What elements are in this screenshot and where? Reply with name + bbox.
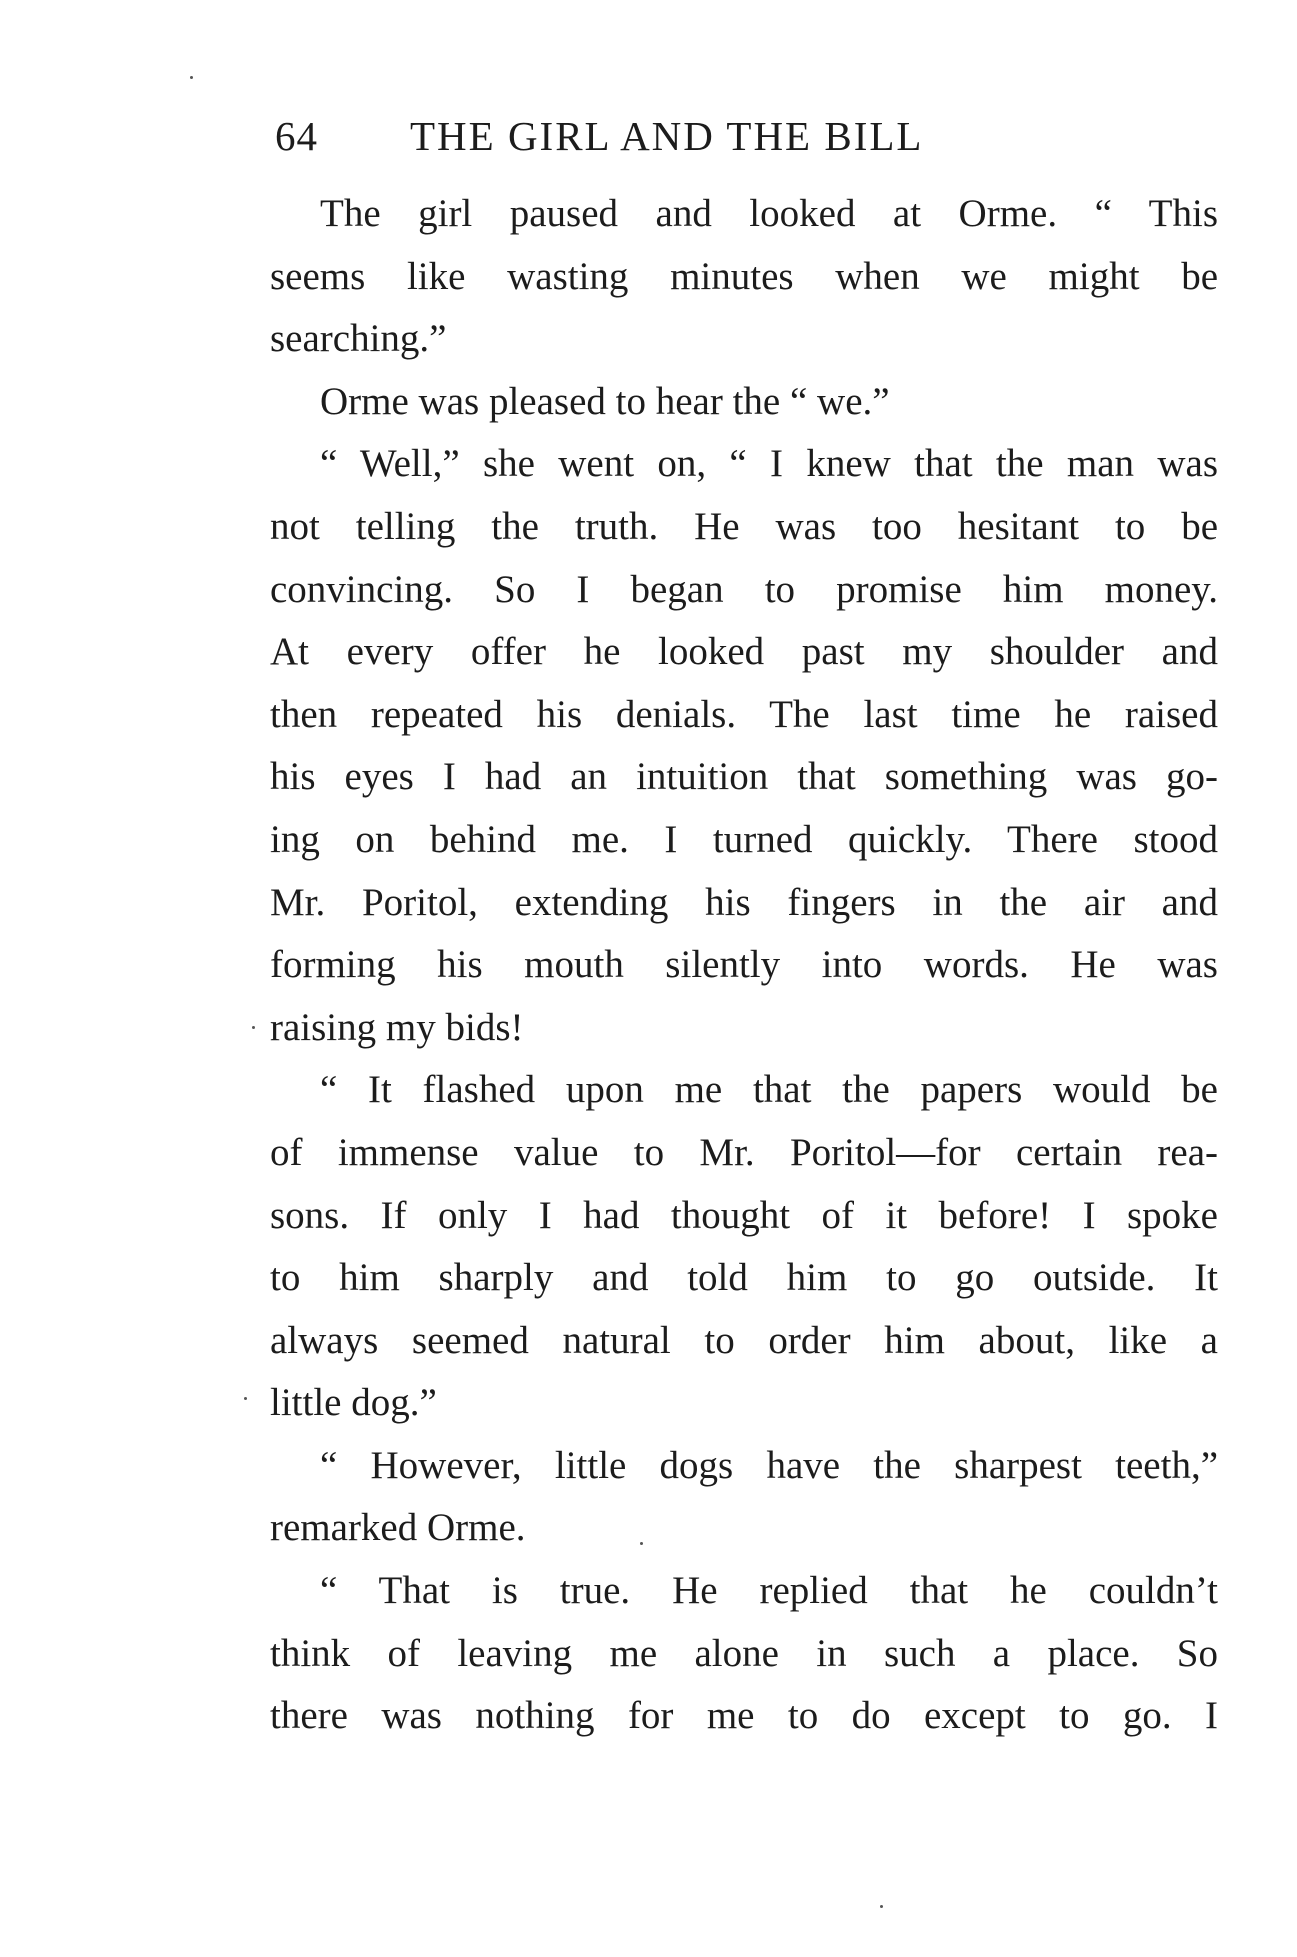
text-line: always seemed natural to order him about, like a <box>270 1318 1218 1362</box>
text-line: “ However, little dogs have the sharpest teeth,” <box>320 1443 1218 1487</box>
text-line: At every offer he looked past my shoulder and <box>270 630 1218 674</box>
text-line: Orme was pleased to hear the “ we.” <box>320 379 890 423</box>
running-title: THE GIRL AND THE BILL <box>410 113 924 159</box>
text-line: “ It flashed upon me that the papers would be <box>320 1068 1218 1112</box>
text-line: sons. If only I had thought of it before! I spoke <box>270 1193 1218 1237</box>
page-number: 64 <box>275 113 318 159</box>
text-line: his eyes I had an intuition that something was go- <box>270 755 1218 799</box>
text-line: forming his mouth silently into words. He was <box>270 943 1218 987</box>
text-line: ing on behind me. I turned quickly. There stood <box>270 817 1218 861</box>
text-line: raising my bids! <box>270 1005 524 1049</box>
text-line: to him sharply and told him to go outside. It <box>270 1256 1218 1300</box>
text-line: then repeated his denials. The last time he raised <box>270 692 1218 736</box>
text-line: think of leaving me alone in such a place. So <box>270 1631 1218 1675</box>
text-line: not telling the truth. He was too hesitant to be <box>270 504 1218 548</box>
text-line: searching.” <box>270 317 447 361</box>
text-line: convincing. So I began to promise him money. <box>270 567 1218 611</box>
paper-speck <box>880 1905 883 1908</box>
text-line: seems like wasting minutes when we might be <box>270 254 1218 298</box>
text-line: remarked Orme. <box>270 1506 526 1550</box>
text-line: “ That is true. He replied that he couldn’t <box>320 1569 1218 1613</box>
body-text <box>270 183 1218 1748</box>
text-line: “ Well,” she went on, “ I knew that the man was <box>320 442 1218 486</box>
text-line: little dog.” <box>270 1381 437 1425</box>
text-line: The girl paused and looked at Orme. “ This <box>320 192 1218 235</box>
page-header <box>275 112 1093 172</box>
paper-speck <box>252 1026 255 1029</box>
text-line: of immense value to Mr. Poritol—for certain rea- <box>270 1130 1218 1174</box>
paper-speck <box>190 76 193 79</box>
paper-speck <box>640 1542 643 1545</box>
text-line: Mr. Poritol, extending his fingers in the air and <box>270 880 1218 924</box>
paper-speck <box>244 1397 247 1400</box>
text-line: there was nothing for me to do except to go. I <box>270 1694 1218 1738</box>
